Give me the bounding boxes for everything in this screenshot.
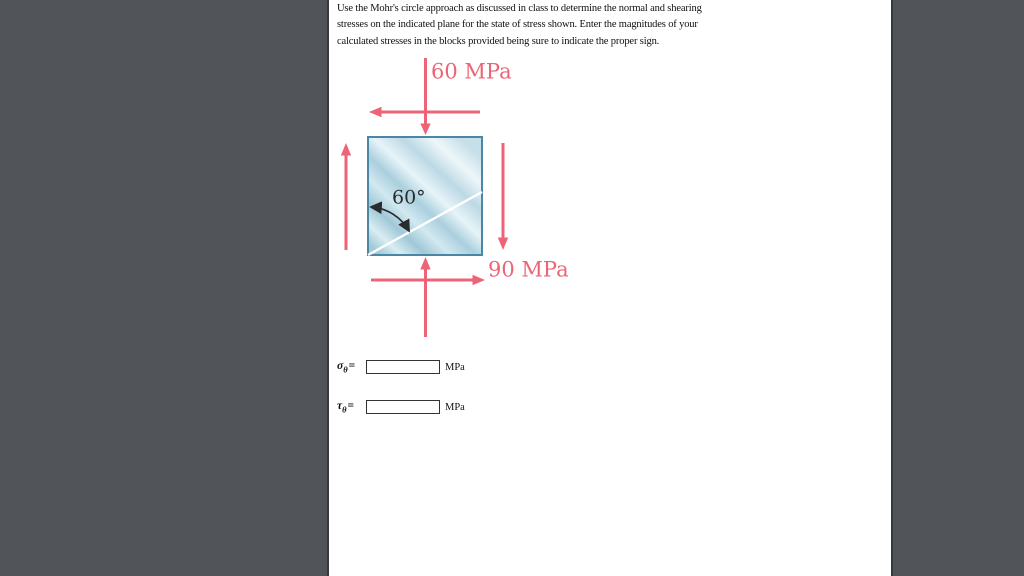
content-area [327,0,893,576]
left-shear-arrow-up [341,143,351,250]
right-shear-arrow-down [498,143,508,250]
tau-theta-input[interactable] [366,400,440,414]
bottom-stress-arrow-up [420,257,430,337]
problem-text-line: stresses on the indicated plane for the state of stress shown. Enter the magnitudes of your [337,19,698,31]
problem-text-line: Use the Mohr's circle approach as discussed in class to determine the normal and shearing [337,3,702,14]
bottom-shear-arrow-right [371,275,485,285]
top-stress-arrow-down [420,58,430,135]
sigma-theta-label: $\sigma_\theta=$ [337,359,356,375]
sigma-theta-input[interactable] [366,360,440,374]
problem-statement [337,1,702,50]
top-stress-label: 60 MPa [431,59,512,84]
tau-theta-row [337,397,465,417]
sigma-theta-row [337,357,465,377]
side-stress-label: 90 MPa [488,257,569,282]
unit-label: MPa [445,401,465,413]
stress-diagram [330,50,590,350]
tau-theta-label: $\tau_\theta=$ [337,399,355,415]
problem-text-line: calculated stresses in the blocks provided being sure to indicate the proper sign. [337,35,660,47]
unit-label: MPa [445,361,465,373]
angle-label: 60° [392,186,426,209]
